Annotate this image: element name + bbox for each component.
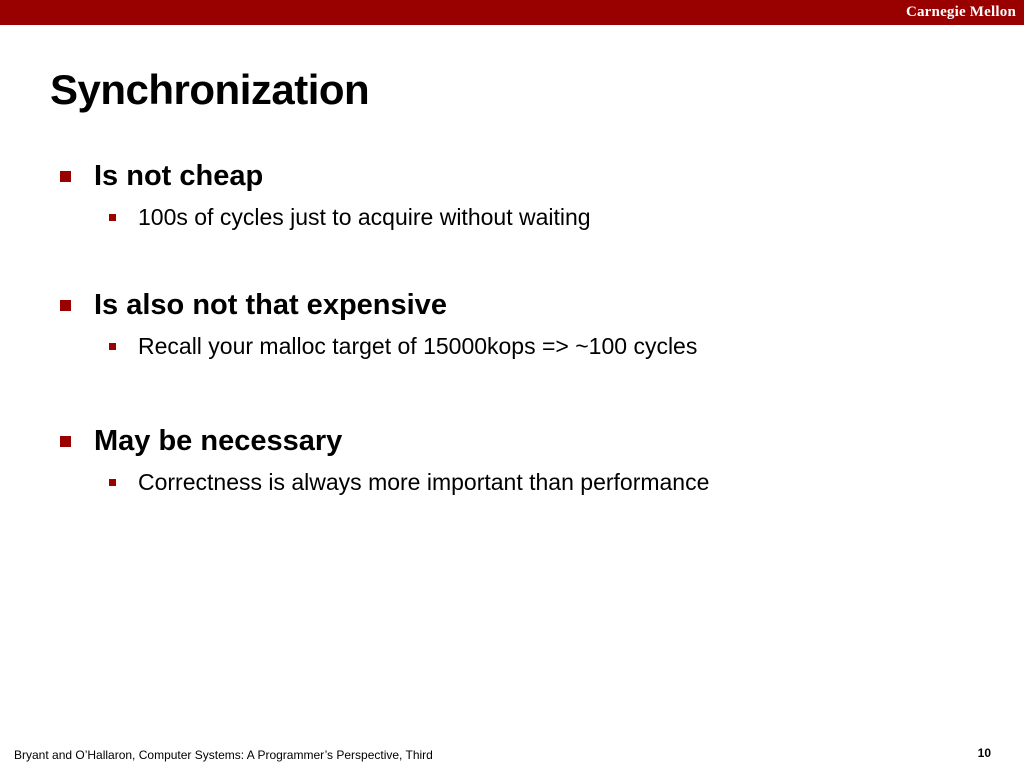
small-square-bullet-icon [109, 479, 116, 486]
square-bullet-icon [60, 171, 71, 182]
footer-citation: Bryant and O’Hallaron, Computer Systems: A Programmer’s Perspective, Third [14, 748, 433, 762]
brand-label: Carnegie Mellon [905, 4, 1016, 20]
bullet-text: Is not cheap [94, 160, 264, 192]
page-number: 10 [977, 746, 991, 760]
square-bullet-icon [60, 300, 71, 311]
bullet-text: May be necessary [94, 425, 343, 457]
small-square-bullet-icon [109, 343, 116, 350]
sub-bullet-text: Recall your malloc target of 15000kops => ~100 cycles [138, 333, 698, 359]
bullet-text: Is also not that expensive [94, 289, 447, 321]
small-square-bullet-icon [109, 214, 116, 221]
header-bar [0, 0, 1024, 25]
sub-bullet-text: Correctness is always more important than performance [138, 469, 710, 495]
slide-title: Synchronization [50, 66, 370, 113]
square-bullet-icon [60, 436, 71, 447]
sub-bullet-text: 100s of cycles just to acquire without waiting [138, 204, 591, 230]
